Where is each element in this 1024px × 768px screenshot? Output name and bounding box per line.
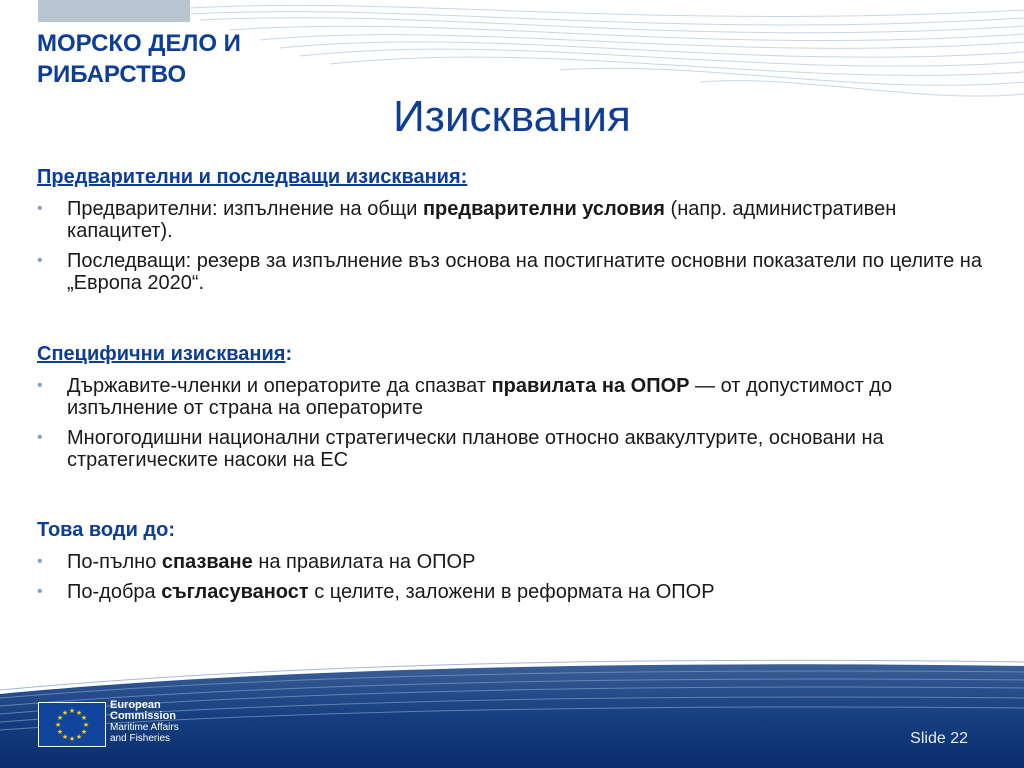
- bullet-icon: •: [37, 377, 43, 394]
- bullet-bold-text: спазване: [161, 551, 253, 573]
- ec-line3: Maritime Affairs: [110, 722, 179, 733]
- svg-text:★: ★: [80, 714, 88, 722]
- slide-label: Slide: [910, 730, 946, 747]
- list-item: [37, 250, 987, 294]
- svg-text:★: ★: [56, 728, 64, 736]
- bullet-text: По-пълно: [67, 551, 162, 573]
- list-item: [37, 375, 987, 419]
- slide-number-value: 22: [950, 730, 968, 747]
- eu-flag-icon: [38, 702, 106, 747]
- bullet-text: По-добра: [67, 581, 162, 603]
- bullet-bold-text: правилата на ОПОР: [491, 375, 690, 397]
- bullet-icon: •: [37, 200, 43, 217]
- svg-text:★: ★: [75, 709, 83, 717]
- slide-number: [910, 729, 968, 749]
- commission-logo-text: [110, 700, 179, 744]
- bullet-text-tail: с целите, заложени в реформата на ОПОР: [308, 581, 715, 603]
- ec-line4: and Fisheries: [110, 733, 171, 744]
- section-heading-2-colon: :: [285, 343, 293, 365]
- list-item: [37, 551, 987, 573]
- bullet-text: Многогодишни национални стратегически планове относно аквакултурите, основани на стратегическите насоки на ЕС: [67, 427, 884, 471]
- ec-line1: European: [110, 699, 161, 711]
- svg-text:★: ★: [75, 733, 83, 741]
- svg-text:★: ★: [61, 733, 69, 741]
- ec-line2: Commission: [110, 710, 177, 722]
- bullet-icon: •: [37, 252, 43, 269]
- slide-body: [37, 165, 987, 603]
- section-heading-1-text: Предварителни и последващи изисквания:: [37, 166, 468, 188]
- bullet-icon: •: [37, 553, 43, 570]
- section-heading-3: [37, 518, 987, 542]
- dg-title: [37, 28, 241, 90]
- svg-text:★: ★: [68, 707, 76, 715]
- bullet-bold-text: съгласуваност: [161, 581, 309, 603]
- section-heading-2: [37, 342, 987, 366]
- svg-text:★: ★: [82, 721, 90, 729]
- top-tab-decoration: [38, 0, 190, 22]
- bullet-text: Държавите-членки и операторите да спазват: [67, 375, 492, 397]
- section-heading-1: [37, 165, 987, 189]
- bullet-text-tail: (напр. административен капацитет).: [67, 198, 897, 242]
- bullet-bold-text: предварителни условия: [422, 198, 665, 220]
- dg-title-line2: РИБАРСТВО: [37, 61, 187, 88]
- dg-title-line1: МОРСКО ДЕЛО И: [37, 30, 241, 57]
- svg-text:★: ★: [61, 709, 69, 717]
- svg-text:★: ★: [56, 714, 64, 722]
- list-item: [37, 581, 987, 603]
- bullet-text-tail: на правилата на ОПОР: [252, 551, 476, 573]
- bullet-text-tail: — от допустимост до изпълнение от страна на операторите: [67, 375, 893, 419]
- section-heading-3-text: Това води до:: [37, 519, 175, 541]
- section-heading-2-text: Специфични изисквания: [37, 343, 286, 365]
- list-item: [37, 427, 987, 471]
- svg-text:★: ★: [68, 735, 76, 743]
- bullet-icon: •: [37, 429, 43, 446]
- slide-title: Изисквания: [393, 92, 631, 141]
- svg-text:★: ★: [54, 721, 62, 729]
- list-item: [37, 198, 987, 242]
- bullet-icon: •: [37, 583, 43, 600]
- bullet-text: Предварителни: изпълнение на общи: [67, 198, 423, 220]
- bullet-text: Последващи: резерв за изпълнение въз основа на постигнатите основни показатели по целите на „Европа 2020“.: [67, 250, 982, 294]
- svg-text:★: ★: [80, 728, 88, 736]
